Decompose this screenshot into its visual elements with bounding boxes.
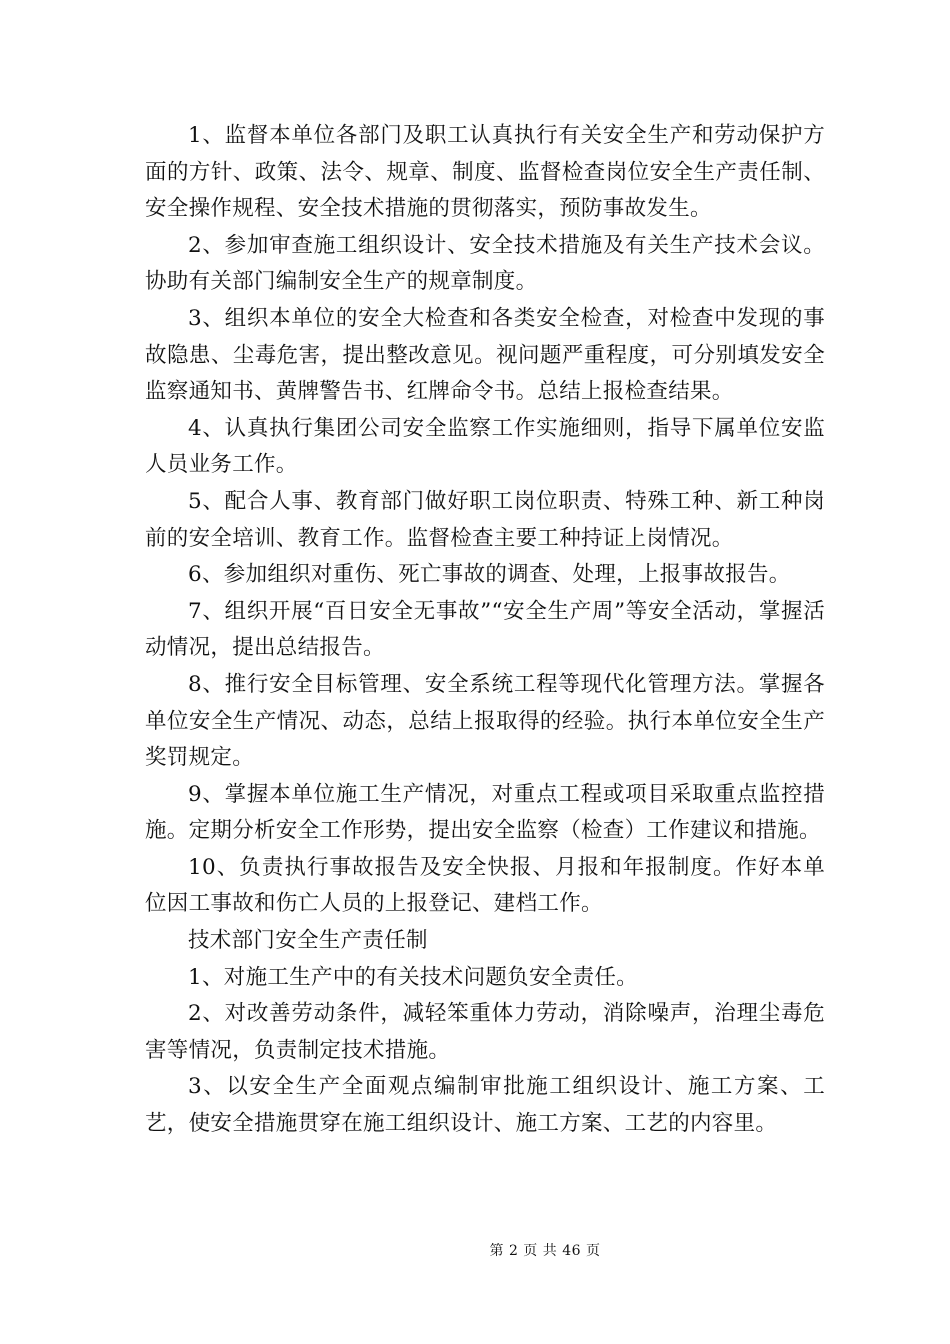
section-heading-tech-dept: 技术部门安全生产责任制 xyxy=(188,928,428,954)
paragraph-5: 5、配合人事、教育部门做好职工岗位职责、特殊工种、新工种岗前的安全培训、教育工作。监督检查主要工种持证上岗情况。 xyxy=(145,488,825,551)
paragraph-8: 8、推行安全目标管理、安全系统工程等现代化管理方法。掌握各单位安全生产情况、动态，总结上报取得的经验。执行本单位安全生产奖罚规定。 xyxy=(145,671,825,771)
paragraph-3: 3、组织本单位的安全大检查和各类安全检查，对检查中发现的事故隐患、尘毒危害，提出整改意见。视问题严重程度，可分别填发安全监察通知书、黄牌警告书、红牌命令书。总结上报检查结果。 xyxy=(145,305,825,405)
paragraph-2: 2、参加审查施工组织设计、安全技术措施及有关生产技术会议。协助有关部门编制安全生产的规章制度。 xyxy=(145,232,825,295)
paragraph-6: 6、参加组织对重伤、死亡事故的调查、处理，上报事故报告。 xyxy=(188,562,791,588)
paragraph-9: 9、掌握本单位施工生产情况，对重点工程或项目采取重点监控措施。定期分析安全工作形势，提出安全监察（检查）工作建议和措施。 xyxy=(145,781,825,844)
paragraph-13: 3、以安全生产全面观点编制审批施工组织设计、施工方案、工艺，使安全措施贯穿在施工组织设计、施工方案、工艺的内容里。 xyxy=(145,1074,825,1137)
paragraph-1: 1、监督本单位各部门及职工认真执行有关安全生产和劳动保护方面的方针、政策、法令、规章、制度、监督检查岗位安全生产责任制、安全操作规程、安全技术措施的贯彻落实，预防事故发生。 xyxy=(145,123,825,222)
paragraph-4: 4、认真执行集团公司安全监察工作实施细则，指导下属单位安监人员业务工作。 xyxy=(145,415,825,478)
paragraph-12: 2、对改善劳动条件，减轻笨重体力劳动，消除噪声，治理尘毒危害等情况，负责制定技术措施。 xyxy=(145,1001,825,1063)
document-body xyxy=(145,118,825,1143)
paragraph-11: 1、对施工生产中的有关技术问题负安全责任。 xyxy=(188,964,638,990)
paragraph-7: 7、组织开展“百日安全无事故”“安全生产周”等安全活动，掌握活动情况，提出总结报告。 xyxy=(145,598,825,661)
page-number-footer: 第 2 页 共 46 页 xyxy=(489,1243,601,1259)
paragraph-10: 10、负责执行事故报告及安全快报、月报和年报制度。作好本单位因工事故和伤亡人员的上报登记、建档工作。 xyxy=(145,854,825,917)
